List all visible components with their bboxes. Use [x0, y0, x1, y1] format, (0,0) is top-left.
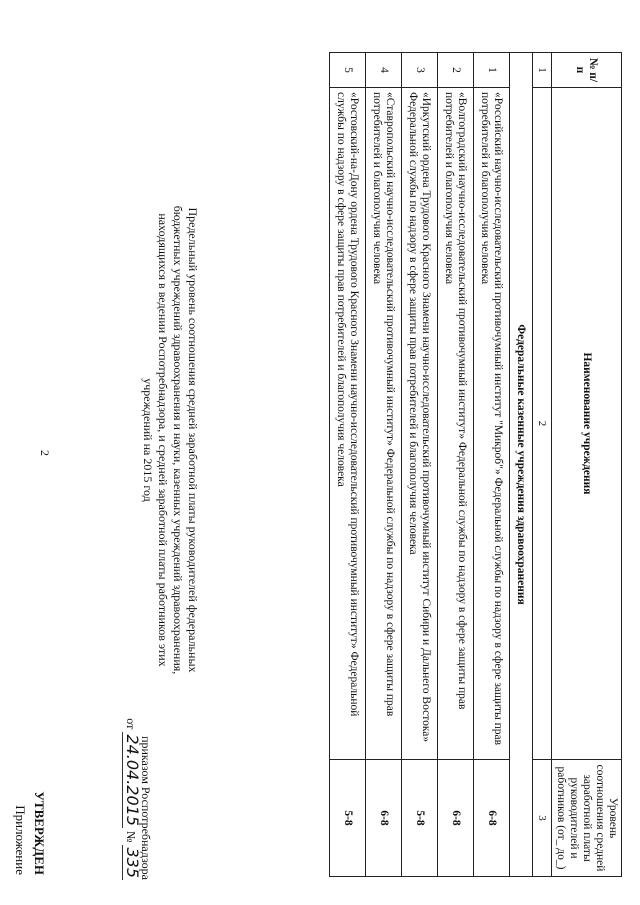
group-row — [510, 53, 533, 877]
order-no: № — [124, 831, 138, 843]
col-number: 1 — [533, 53, 552, 88]
institution-name: «Ростовский-на-Дону ордена Трудового Красного Знамени научно-исследовательский противочумный институт» Федеральной службы по надзору в сфере защиты прав потребителей и благополучия человека — [330, 88, 366, 760]
salary-ratio-table — [329, 52, 622, 877]
header-name: Наименование учреждения — [552, 88, 622, 760]
order-from: от — [124, 718, 138, 730]
row-num: 1 — [474, 53, 510, 88]
appendix-label: Приложение — [13, 805, 28, 875]
document-title: Предельный уровень соотношения средней заработной платы руководителей федеральных бюджетных учреждений здравоохранения и науки, казенных учреждений здравоохранения, находящихся в ведении Роспотребнадзора, и средней заработной платы работников этих учреждений на 2015 год — [141, 205, 200, 675]
order-date-line — [123, 620, 142, 880]
table-row — [366, 53, 402, 877]
column-number-row — [533, 53, 552, 877]
ratio-value: 6-8 — [438, 760, 474, 877]
row-num: 4 — [366, 53, 402, 88]
page-number: 2 — [38, 450, 52, 456]
header-num: № п/п — [552, 53, 622, 88]
ratio-value: 5-8 — [402, 760, 438, 877]
table-row — [330, 53, 366, 877]
institution-name: «Ставропольский научно-исследовательский противочумный институт» Федеральной службы по надзору в сфере защиты прав потребителей и благополучия человека — [366, 88, 402, 760]
approved-label: УТВЕРЖДЕН — [32, 791, 47, 875]
ratio-value: 6-8 — [366, 760, 402, 877]
col-number: 2 — [533, 88, 552, 760]
institution-name: «Российский научно-исследовательский противочумный институт "Микроб"» Федеральной службы по надзору в сфере защиты прав потребителей и благополучия человека — [474, 88, 510, 760]
ratio-value: 6-8 — [474, 760, 510, 877]
order-date: 24.04.2015 — [123, 734, 142, 826]
group-title: Федеральные казенные учреждения здравоохранения — [510, 53, 533, 877]
table-header-row — [552, 53, 622, 877]
row-num: 2 — [438, 53, 474, 88]
row-num: 5 — [330, 53, 366, 88]
table-row — [402, 53, 438, 877]
institution-name: «Волгоградский научно-исследовательский противочумный институт» Федеральной службы по надзору в сфере защиты прав потребителей и благополучия человека — [438, 88, 474, 760]
order-number: 335 — [123, 847, 142, 878]
table-row — [474, 53, 510, 877]
row-num: 3 — [402, 53, 438, 88]
header-ratio: Уровень соотношения средней заработной платы руководителей и работников (от_ до_) — [552, 760, 622, 877]
order-line: приказом Роспотребнадзора — [139, 736, 153, 880]
institution-name: «Иркутский ордена Трудового Красного Знамени научно-исследовательский противочумный институт Сибири и Дальнего Востока» Федеральной службы по надзору в сфере защиты прав потребителей и благополучия человека — [402, 88, 438, 760]
col-number: 3 — [533, 760, 552, 877]
ratio-value: 5-8 — [330, 760, 366, 877]
table-row — [438, 53, 474, 877]
